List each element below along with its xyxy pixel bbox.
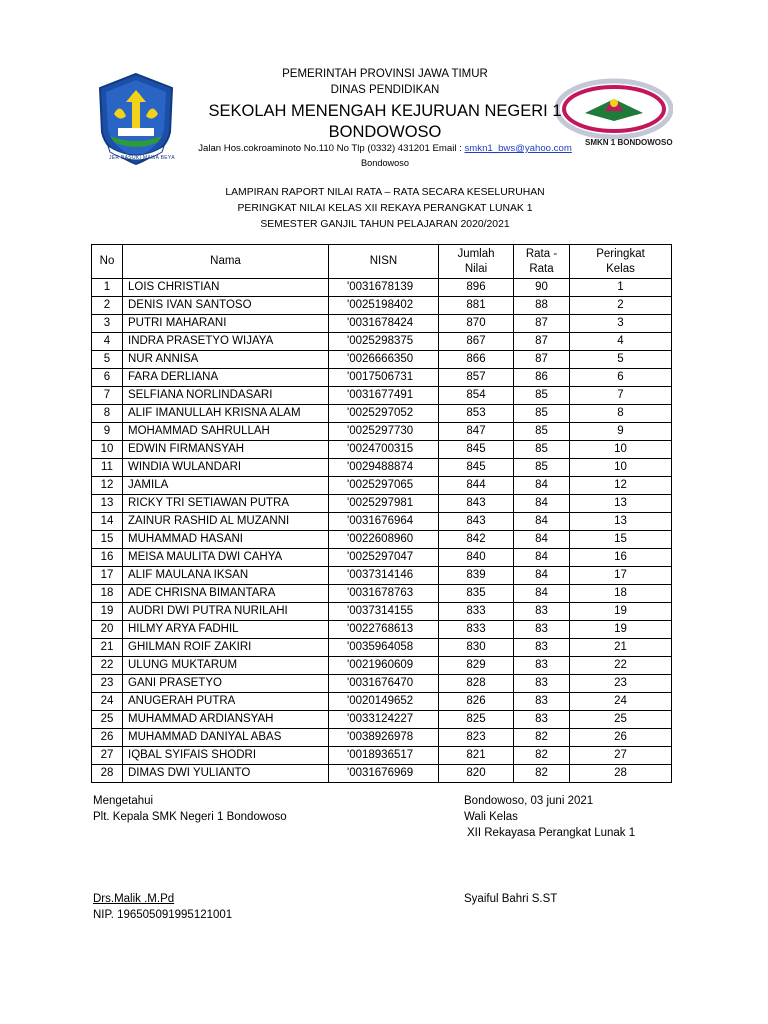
table-header-row	[92, 245, 672, 279]
row-nisn: '0031676964	[329, 513, 439, 531]
row-peringkat: 8	[570, 405, 672, 423]
row-jumlah-nilai: 829	[439, 657, 514, 675]
row-no: 14	[92, 513, 123, 531]
table-row	[92, 297, 672, 315]
plt-kepala-label: Plt. Kepala SMK Negeri 1 Bondowoso	[93, 811, 287, 823]
school-name-line2: BONDOWOSO	[328, 123, 442, 141]
row-jumlah-nilai: 845	[439, 441, 514, 459]
header-jumlah-line2: Nilai	[464, 262, 488, 275]
row-peringkat: 26	[570, 729, 672, 747]
table-row	[92, 603, 672, 621]
row-no: 28	[92, 765, 123, 783]
row-nama: WINDIA WULANDARI	[123, 459, 329, 477]
row-peringkat: 2	[570, 297, 672, 315]
row-no: 23	[92, 675, 123, 693]
table-row	[92, 333, 672, 351]
row-jumlah-nilai: 833	[439, 603, 514, 621]
header-jumlah-nilai	[439, 245, 514, 279]
header-no: No	[92, 245, 123, 279]
header-peringkat-line1: Peringkat	[596, 247, 645, 260]
row-nama: MEISA MAULITA DWI CAHYA	[123, 549, 329, 567]
row-jumlah-nilai: 857	[439, 369, 514, 387]
address-text: Jalan Hos.cokroaminoto No.110 No Tlp (0332) 431201 Email :	[198, 143, 465, 154]
row-no: 18	[92, 585, 123, 603]
row-no: 24	[92, 693, 123, 711]
row-no: 17	[92, 567, 123, 585]
row-rata-rata: 86	[514, 369, 570, 387]
row-nisn: '0024700315	[329, 441, 439, 459]
row-no: 22	[92, 657, 123, 675]
row-rata-rata: 88	[514, 297, 570, 315]
school-name-line1: SEKOLAH MENENGAH KEJURUAN NEGERI 1	[208, 102, 562, 120]
row-nama: DIMAS DWI YULIANTO	[123, 765, 329, 783]
row-nisn: '0026666350	[329, 351, 439, 369]
row-jumlah-nilai: 842	[439, 531, 514, 549]
address-line	[175, 143, 595, 154]
row-nisn: '0038926978	[329, 729, 439, 747]
mengetahui-label: Mengetahui	[93, 795, 154, 807]
row-rata-rata: 85	[514, 441, 570, 459]
row-nisn: '0020149652	[329, 693, 439, 711]
row-jumlah-nilai: 881	[439, 297, 514, 315]
ranking-table	[91, 244, 672, 783]
row-rata-rata: 87	[514, 315, 570, 333]
email-link[interactable]: smkn1_bws@yahoo.com	[464, 143, 572, 154]
table-row	[92, 495, 672, 513]
row-nama: MUHAMMAD DANIYAL ABAS	[123, 729, 329, 747]
row-nama: LOIS CHRISTIAN	[123, 279, 329, 297]
row-rata-rata: 85	[514, 423, 570, 441]
row-peringkat: 16	[570, 549, 672, 567]
row-jumlah-nilai: 845	[439, 459, 514, 477]
row-no: 26	[92, 729, 123, 747]
row-rata-rata: 83	[514, 603, 570, 621]
row-peringkat: 25	[570, 711, 672, 729]
table-row	[92, 585, 672, 603]
row-nama: GHILMAN ROIF ZAKIRI	[123, 639, 329, 657]
class-name-label: XII Rekayasa Perangkat Lunak 1	[467, 827, 636, 839]
row-rata-rata: 83	[514, 711, 570, 729]
row-peringkat: 19	[570, 621, 672, 639]
header-rata-line2: Rata	[529, 262, 554, 275]
header-rata-line1: Rata -	[525, 247, 558, 260]
row-no: 15	[92, 531, 123, 549]
table-row	[92, 405, 672, 423]
row-rata-rata: 87	[514, 333, 570, 351]
row-nisn: '0017506731	[329, 369, 439, 387]
right-logo-text: SMKN 1 BONDOWOSO	[585, 138, 673, 147]
row-nisn: '0033124227	[329, 711, 439, 729]
row-peringkat: 15	[570, 531, 672, 549]
header-peringkat-line2: Kelas	[606, 262, 635, 275]
row-jumlah-nilai: 843	[439, 495, 514, 513]
table-row	[92, 765, 672, 783]
row-nisn: '0025297047	[329, 549, 439, 567]
row-nama: INDRA PRASETYO WIJAYA	[123, 333, 329, 351]
row-rata-rata: 84	[514, 585, 570, 603]
table-row	[92, 459, 672, 477]
row-jumlah-nilai: 826	[439, 693, 514, 711]
row-rata-rata: 83	[514, 621, 570, 639]
table-row	[92, 747, 672, 765]
row-rata-rata: 85	[514, 405, 570, 423]
row-jumlah-nilai: 830	[439, 639, 514, 657]
row-jumlah-nilai: 847	[439, 423, 514, 441]
row-jumlah-nilai: 896	[439, 279, 514, 297]
row-no: 11	[92, 459, 123, 477]
row-no: 8	[92, 405, 123, 423]
row-nama: PUTRI MAHARANI	[123, 315, 329, 333]
province-line: PEMERINTAH PROVINSI JAWA TIMUR	[282, 68, 488, 80]
row-jumlah-nilai: 866	[439, 351, 514, 369]
row-nisn: '0031678139	[329, 279, 439, 297]
table-row	[92, 279, 672, 297]
row-nama: GANI PRASETYO	[123, 675, 329, 693]
row-no: 27	[92, 747, 123, 765]
row-peringkat: 21	[570, 639, 672, 657]
subtitle-line3: SEMESTER GANJIL TAHUN PELAJARAN 2020/2021	[260, 219, 510, 230]
table-row	[92, 711, 672, 729]
row-jumlah-nilai: 839	[439, 567, 514, 585]
row-nisn: '0025298375	[329, 333, 439, 351]
row-no: 12	[92, 477, 123, 495]
row-nama: ZAINUR RASHID AL MUZANNI	[123, 513, 329, 531]
subtitle-line1: LAMPIRAN RAPORT NILAI RATA – RATA SECARA KESELURUHAN	[225, 187, 545, 198]
row-nisn: '0035964058	[329, 639, 439, 657]
row-no: 7	[92, 387, 123, 405]
wali-kelas-label: Wali Kelas	[464, 811, 518, 823]
row-rata-rata: 87	[514, 351, 570, 369]
row-nama: RICKY TRI SETIAWAN PUTRA	[123, 495, 329, 513]
row-nisn: '0029488874	[329, 459, 439, 477]
row-no: 10	[92, 441, 123, 459]
row-peringkat: 7	[570, 387, 672, 405]
row-jumlah-nilai: 828	[439, 675, 514, 693]
row-nisn: '0025297052	[329, 405, 439, 423]
row-jumlah-nilai: 853	[439, 405, 514, 423]
row-jumlah-nilai: 840	[439, 549, 514, 567]
row-rata-rata: 82	[514, 729, 570, 747]
row-rata-rata: 83	[514, 657, 570, 675]
row-nama: ALIF IMANULLAH KRISNA ALAM	[123, 405, 329, 423]
row-nama: AUDRI DWI PUTRA NURILAHI	[123, 603, 329, 621]
row-no: 25	[92, 711, 123, 729]
wali-kelas-name: Syaiful Bahri S.ST	[464, 893, 558, 905]
table-row	[92, 369, 672, 387]
row-rata-rata: 84	[514, 495, 570, 513]
row-no: 16	[92, 549, 123, 567]
row-no: 20	[92, 621, 123, 639]
row-rata-rata: 85	[514, 459, 570, 477]
table-row	[92, 387, 672, 405]
row-jumlah-nilai: 820	[439, 765, 514, 783]
row-nama: SELFIANA NORLINDASARI	[123, 387, 329, 405]
row-jumlah-nilai: 844	[439, 477, 514, 495]
row-peringkat: 1	[570, 279, 672, 297]
kepala-name: Drs.Malik .M.Pd	[93, 893, 175, 905]
city-line: Bondowoso	[360, 158, 409, 168]
table-row	[92, 531, 672, 549]
table-row	[92, 729, 672, 747]
row-nama: ADE CHRISNA BIMANTARA	[123, 585, 329, 603]
row-peringkat: 10	[570, 441, 672, 459]
row-nama: ALIF MAULANA IKSAN	[123, 567, 329, 585]
row-nisn: '0025297730	[329, 423, 439, 441]
row-jumlah-nilai: 835	[439, 585, 514, 603]
row-peringkat: 5	[570, 351, 672, 369]
row-jumlah-nilai: 833	[439, 621, 514, 639]
signing-date: Bondowoso, 03 juni 2021	[464, 795, 594, 807]
row-nisn: '0021960609	[329, 657, 439, 675]
kepala-nip: NIP. 196505091995121001	[93, 909, 233, 921]
row-nama: MOHAMMAD SAHRULLAH	[123, 423, 329, 441]
table-row	[92, 477, 672, 495]
row-rata-rata: 84	[514, 549, 570, 567]
row-peringkat: 18	[570, 585, 672, 603]
row-peringkat: 19	[570, 603, 672, 621]
row-no: 4	[92, 333, 123, 351]
table-row	[92, 441, 672, 459]
row-rata-rata: 84	[514, 531, 570, 549]
row-peringkat: 22	[570, 657, 672, 675]
row-nama: ULUNG MUKTARUM	[123, 657, 329, 675]
row-nama: IQBAL SYIFAIS SHODRI	[123, 747, 329, 765]
row-nama: EDWIN FIRMANSYAH	[123, 441, 329, 459]
table-row	[92, 423, 672, 441]
row-no: 3	[92, 315, 123, 333]
row-rata-rata: 85	[514, 387, 570, 405]
row-jumlah-nilai: 854	[439, 387, 514, 405]
row-no: 5	[92, 351, 123, 369]
table-row	[92, 351, 672, 369]
header-peringkat-kelas	[570, 245, 672, 279]
row-nama: MUHAMMAD ARDIANSYAH	[123, 711, 329, 729]
row-no: 21	[92, 639, 123, 657]
row-rata-rata: 82	[514, 765, 570, 783]
row-no: 2	[92, 297, 123, 315]
row-nama: HILMY ARYA FADHIL	[123, 621, 329, 639]
row-nisn: '0025297981	[329, 495, 439, 513]
row-rata-rata: 83	[514, 675, 570, 693]
table-row	[92, 549, 672, 567]
row-nama: MUHAMMAD HASANI	[123, 531, 329, 549]
row-nama: DENIS IVAN SANTOSO	[123, 297, 329, 315]
row-peringkat: 4	[570, 333, 672, 351]
table-row	[92, 621, 672, 639]
row-nisn: '0031676470	[329, 675, 439, 693]
row-nisn: '0025198402	[329, 297, 439, 315]
row-peringkat: 12	[570, 477, 672, 495]
row-jumlah-nilai: 870	[439, 315, 514, 333]
row-peringkat: 13	[570, 495, 672, 513]
row-no: 6	[92, 369, 123, 387]
subtitle-line2: PERINGKAT NILAI KELAS XII REKAYA PERANGKAT LUNAK 1	[237, 203, 533, 214]
row-peringkat: 24	[570, 693, 672, 711]
row-peringkat: 9	[570, 423, 672, 441]
row-peringkat: 13	[570, 513, 672, 531]
emblem-motto-text: JER BASUKI MAWA BEYA	[109, 155, 175, 161]
row-nama: JAMILA	[123, 477, 329, 495]
row-no: 13	[92, 495, 123, 513]
row-peringkat: 28	[570, 765, 672, 783]
row-peringkat: 3	[570, 315, 672, 333]
row-peringkat: 6	[570, 369, 672, 387]
row-nisn: '0025297065	[329, 477, 439, 495]
row-jumlah-nilai: 821	[439, 747, 514, 765]
row-peringkat: 27	[570, 747, 672, 765]
row-jumlah-nilai: 825	[439, 711, 514, 729]
row-rata-rata: 82	[514, 747, 570, 765]
table-row	[92, 567, 672, 585]
row-rata-rata: 83	[514, 639, 570, 657]
row-rata-rata: 90	[514, 279, 570, 297]
row-no: 1	[92, 279, 123, 297]
row-peringkat: 17	[570, 567, 672, 585]
row-nisn: '0031676969	[329, 765, 439, 783]
row-nisn: '0031678424	[329, 315, 439, 333]
row-nisn: '0018936517	[329, 747, 439, 765]
row-rata-rata: 83	[514, 693, 570, 711]
table-row	[92, 315, 672, 333]
table-row	[92, 639, 672, 657]
row-rata-rata: 84	[514, 567, 570, 585]
header-nama: Nama	[123, 245, 329, 279]
row-no: 9	[92, 423, 123, 441]
row-nisn: '0037314146	[329, 567, 439, 585]
table-row	[92, 657, 672, 675]
header-jumlah-line1: Jumlah	[457, 247, 495, 260]
row-nisn: '0031678763	[329, 585, 439, 603]
row-no: 19	[92, 603, 123, 621]
row-nama: FARA DERLIANA	[123, 369, 329, 387]
table-row	[92, 693, 672, 711]
row-nisn: '0022608960	[329, 531, 439, 549]
table-row	[92, 675, 672, 693]
row-peringkat: 23	[570, 675, 672, 693]
row-nisn: '0031677491	[329, 387, 439, 405]
table-row	[92, 513, 672, 531]
row-nisn: '0022768613	[329, 621, 439, 639]
ranking-table-body	[92, 279, 672, 783]
row-rata-rata: 84	[514, 513, 570, 531]
row-nama: ANUGERAH PUTRA	[123, 693, 329, 711]
header-nisn: NISN	[329, 245, 439, 279]
row-jumlah-nilai: 843	[439, 513, 514, 531]
header-rata-rata	[514, 245, 570, 279]
department-line: DINAS PENDIDIKAN	[330, 84, 440, 96]
row-jumlah-nilai: 867	[439, 333, 514, 351]
row-jumlah-nilai: 823	[439, 729, 514, 747]
row-rata-rata: 84	[514, 477, 570, 495]
row-nisn: '0037314155	[329, 603, 439, 621]
row-peringkat: 10	[570, 459, 672, 477]
row-nama: NUR ANNISA	[123, 351, 329, 369]
